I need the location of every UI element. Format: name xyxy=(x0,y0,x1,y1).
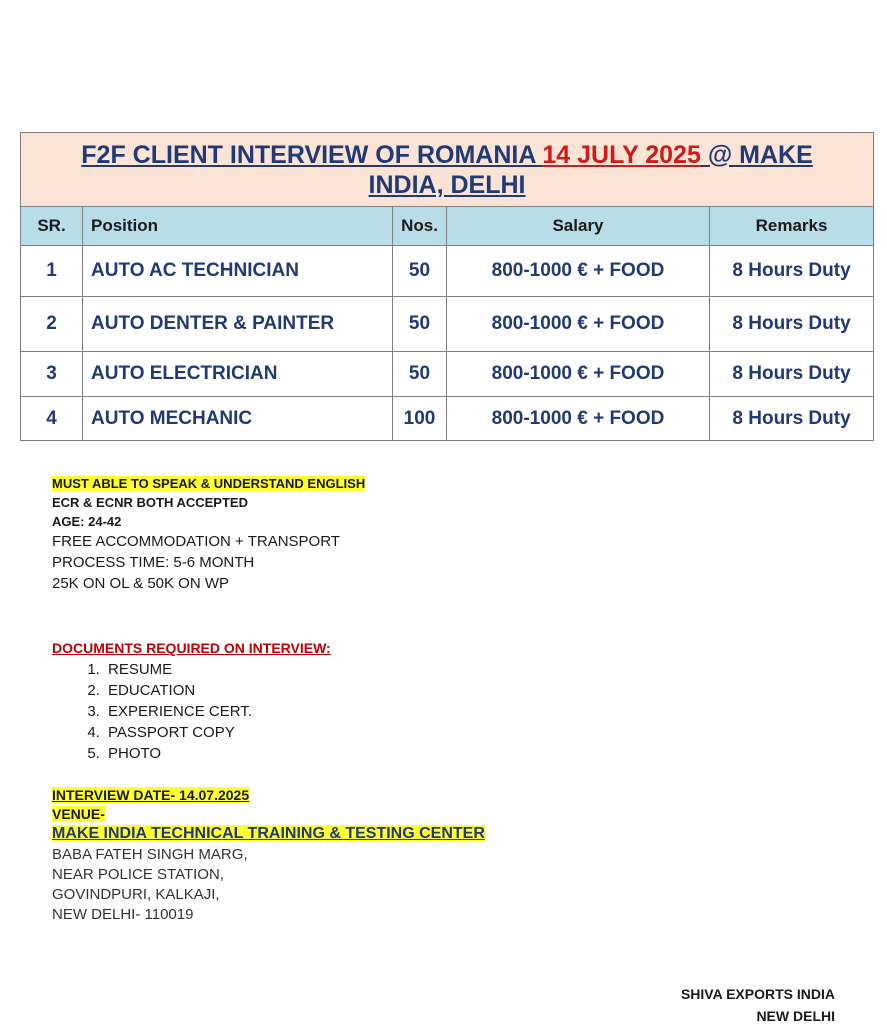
table-row xyxy=(21,297,874,352)
cell-position: AUTO DENTER & PAINTER xyxy=(83,297,393,352)
venue-section xyxy=(52,786,652,925)
ecr-requirement: ECR & ECNR BOTH ACCEPTED xyxy=(52,495,248,510)
cell-nos: 50 xyxy=(393,297,447,352)
address-line: NEW DELHI- 110019 xyxy=(52,906,194,923)
list-item: 1. RESUME xyxy=(104,659,652,680)
cell-salary: 800-1000 € + FOOD xyxy=(447,397,710,441)
address-line: GOVINDPURI, KALKAJI, xyxy=(52,886,220,903)
process-time-note: PROCESS TIME: 5-6 MONTH xyxy=(52,554,255,571)
cell-position: AUTO MECHANIC xyxy=(83,397,393,441)
cell-nos: 100 xyxy=(393,397,447,441)
page-title xyxy=(57,140,837,200)
documents-list xyxy=(52,659,652,764)
header-sr: SR. xyxy=(21,207,83,246)
cell-remarks: 8 Hours Duty xyxy=(710,397,874,441)
address-line: BABA FATEH SINGH MARG, xyxy=(52,846,248,863)
title-date: 14 JULY 2025 xyxy=(542,140,701,169)
job-table xyxy=(20,132,874,441)
cell-salary: 800-1000 € + FOOD xyxy=(447,297,710,352)
venue-name xyxy=(52,823,652,845)
list-item: 5. PHOTO xyxy=(104,743,652,764)
cell-sr: 3 xyxy=(21,352,83,397)
venue-name-text: MAKE INDIA TECHNICAL TRAINING & TESTING CENTER xyxy=(52,825,485,842)
title-prefix: F2F CLIENT INTERVIEW OF ROMANIA xyxy=(81,140,543,169)
header-nos: Nos. xyxy=(393,207,447,246)
fees-note: 25K ON OL & 50K ON WP xyxy=(52,575,230,592)
venue-label xyxy=(52,805,652,823)
cell-position: AUTO AC TECHNICIAN xyxy=(83,246,393,297)
footer-signature xyxy=(681,983,835,1027)
list-item: 3. EXPERIENCE CERT. xyxy=(104,701,652,722)
accommodation-note: FREE ACCOMMODATION + TRANSPORT xyxy=(52,533,340,550)
cell-salary: 800-1000 € + FOOD xyxy=(447,352,710,397)
interview-date xyxy=(52,786,652,805)
footer-city: NEW DELHI xyxy=(756,1008,835,1024)
documents-section xyxy=(52,638,652,764)
documents-heading: DOCUMENTS REQUIRED ON INTERVIEW: xyxy=(52,640,331,656)
header-position: Position xyxy=(83,207,393,246)
cell-position: AUTO ELECTRICIAN xyxy=(83,352,393,397)
english-requirement-text: MUST ABLE TO SPEAK & UNDERSTAND ENGLISH xyxy=(52,476,366,491)
title-suffix: @ MAKE INDIA, DELHI xyxy=(368,140,813,199)
header-row xyxy=(21,207,874,246)
list-item: 2. EDUCATION xyxy=(104,680,652,701)
table-row xyxy=(21,397,874,441)
footer-company: SHIVA EXPORTS INDIA xyxy=(680,986,835,1002)
cell-sr: 1 xyxy=(21,246,83,297)
title-cell xyxy=(21,133,874,207)
title-row xyxy=(21,133,874,207)
requirements-section xyxy=(52,474,652,594)
cell-nos: 50 xyxy=(393,246,447,297)
table-row xyxy=(21,352,874,397)
cell-salary: 800-1000 € + FOOD xyxy=(447,246,710,297)
cell-remarks: 8 Hours Duty xyxy=(710,297,874,352)
list-item: 4. PASSPORT COPY xyxy=(104,722,652,743)
cell-sr: 2 xyxy=(21,297,83,352)
age-requirement: AGE: 24-42 xyxy=(52,514,122,529)
cell-nos: 50 xyxy=(393,352,447,397)
cell-sr: 4 xyxy=(21,397,83,441)
header-salary: Salary xyxy=(447,207,710,246)
venue-label-text: VENUE- xyxy=(52,806,105,822)
english-requirement xyxy=(52,474,652,493)
interview-date-text: INTERVIEW DATE- 14.07.2025 xyxy=(52,787,250,803)
cell-remarks: 8 Hours Duty xyxy=(710,246,874,297)
table-row xyxy=(21,246,874,297)
address-line: NEAR POLICE STATION, xyxy=(52,866,224,883)
header-remarks: Remarks xyxy=(710,207,874,246)
cell-remarks: 8 Hours Duty xyxy=(710,352,874,397)
